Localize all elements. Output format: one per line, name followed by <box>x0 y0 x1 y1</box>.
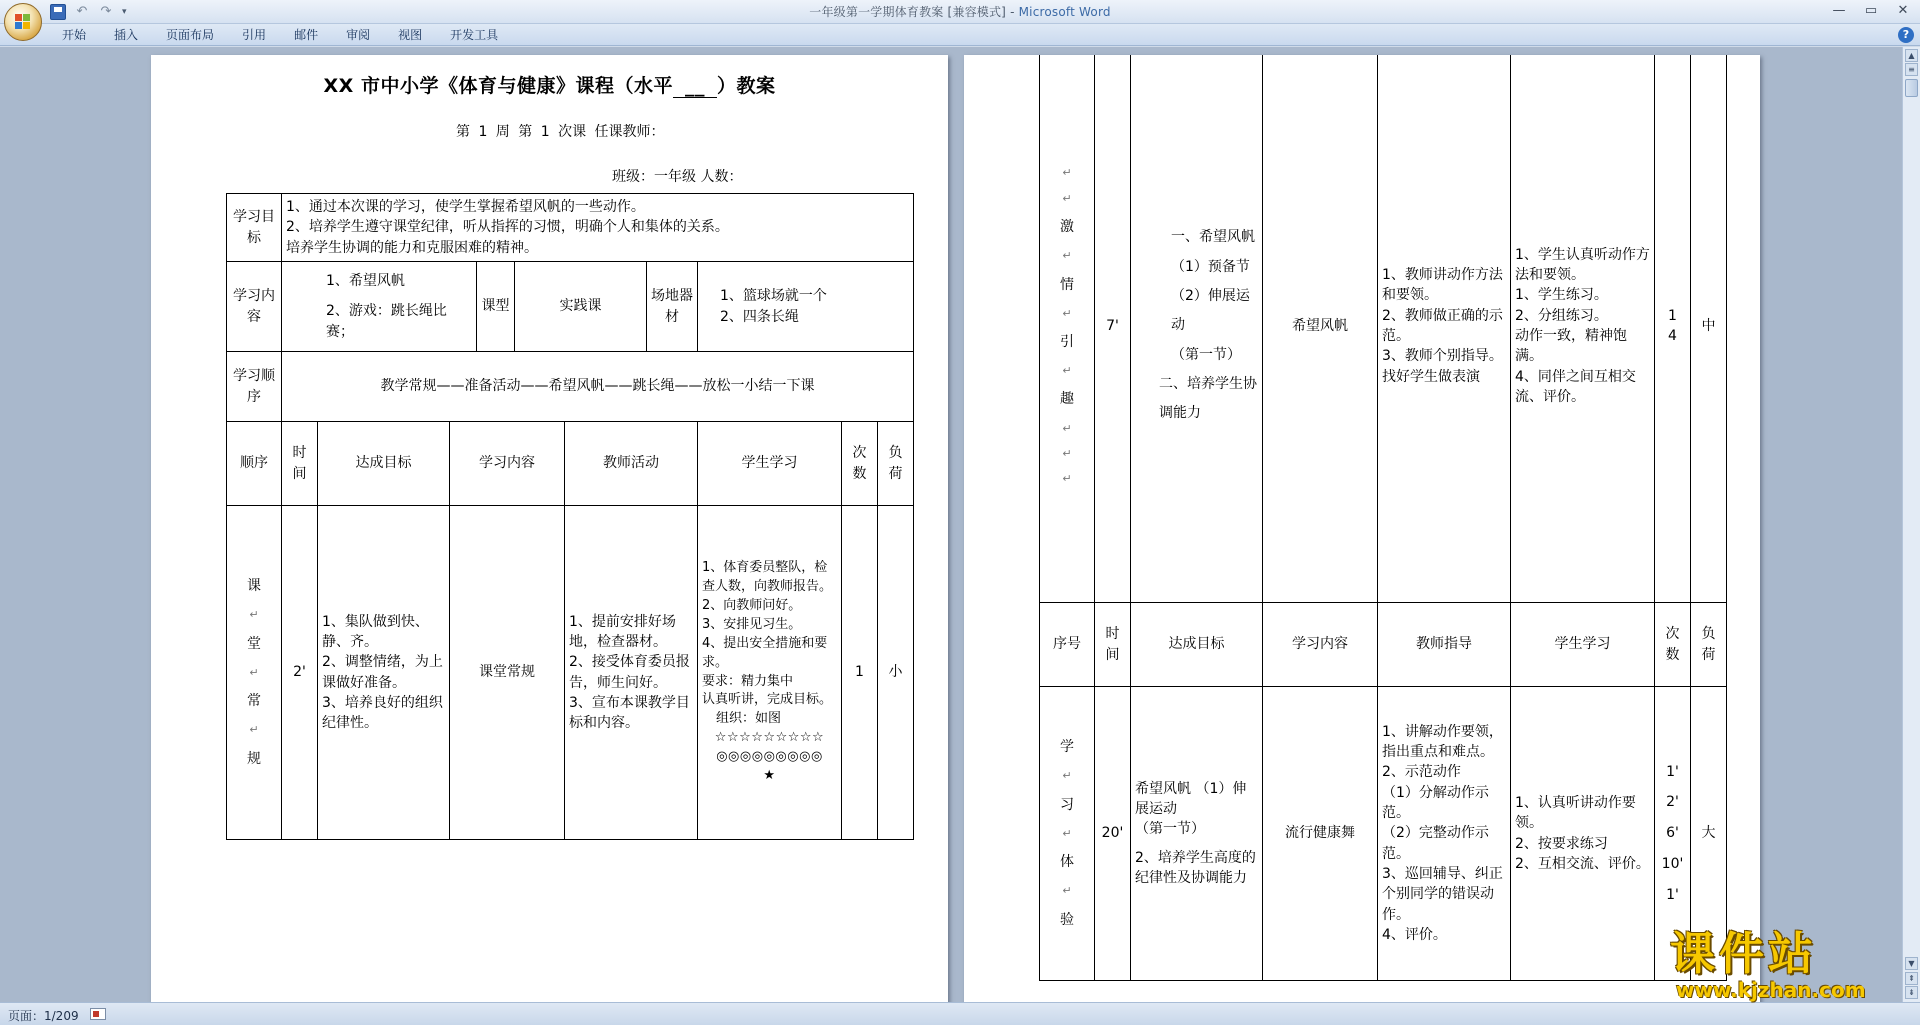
col-header: 顺序 <box>227 422 282 506</box>
title-prefix: XX 市中小学《体育与健康》课程（水平 <box>323 75 673 97</box>
col-header: 负荷 <box>1691 603 1727 687</box>
formation-circles: ◎◎◎◎◎◎◎◎◎ <box>716 748 823 764</box>
time-cell: 20' <box>1095 687 1131 981</box>
watermark-logo <box>1670 928 1902 1002</box>
maximize-button[interactable]: ▭ <box>1864 3 1878 18</box>
content-cell: 课堂常规 <box>450 506 565 840</box>
teacher-item: 1、教师讲动作方法和要领。 <box>1382 267 1503 304</box>
load-cell: 小 <box>878 506 914 840</box>
goal-item: （2）伸展运动 <box>1171 287 1250 334</box>
teacher-item: 找好学生做表演 <box>1382 368 1480 385</box>
count-cell: 1 <box>842 506 878 840</box>
page-indicator[interactable]: 页面：1/209 <box>8 1009 79 1023</box>
tab-page-layout[interactable]: 页面布局 <box>166 28 215 42</box>
teacher-cell <box>1378 55 1511 603</box>
venue-item: 2、四条长绳 <box>720 308 799 325</box>
student-item: 4、同伴之间互相交流、评价。 <box>1515 368 1636 405</box>
content-label: 学习内容 <box>227 262 282 352</box>
tab-mailings[interactable]: 邮件 <box>294 28 319 42</box>
app-name: Microsoft Word <box>1018 5 1111 19</box>
col-header: 教师活动 <box>565 422 698 506</box>
count-cell <box>1655 55 1691 603</box>
goal-item: （第一节） <box>1171 346 1241 363</box>
goal-item: 1、通过本次课的学习，使学生掌握希望风帆的一些动作。 <box>286 199 645 216</box>
next-page-icon[interactable]: ⇟ <box>1905 986 1918 999</box>
student-cell <box>1511 687 1655 981</box>
student-cell <box>698 506 842 840</box>
goals-cell <box>318 506 450 840</box>
student-item: 动作一致，精神饱满。 <box>1515 328 1627 365</box>
student-item: 组织：如图 <box>716 711 782 727</box>
goal-item: 2、调整情绪，为上课做好准备。 <box>322 654 443 691</box>
load-cell: 大 <box>1691 687 1727 981</box>
stage-char: 体 <box>1060 854 1074 871</box>
stage-char: 堂 <box>247 635 261 652</box>
ruler-toggle-icon[interactable]: ≡ <box>1905 63 1918 76</box>
customize-toolbar-icon[interactable]: ▾ <box>122 7 127 17</box>
teacher-item: 1、提前安排好场地，检查器材。 <box>569 613 676 650</box>
teacher-item: 1、讲解动作要领，指出重点和难点。 <box>1382 723 1503 761</box>
window-controls <box>1828 2 1914 20</box>
col-header: 时间 <box>282 422 318 506</box>
teacher-item: 4、评价。 <box>1382 926 1447 943</box>
stage-cell: ↵ ↵ 激 ↵ 情 ↵ 引 ↵ 趣 ↵ ↵ ↵ <box>1040 55 1095 603</box>
goal-item: 1、集队做到快、静、齐。 <box>322 613 429 650</box>
teacher-item: 2、接受体育委员报告，师生问好。 <box>569 654 690 691</box>
stage-cell: 学 ↵ 习 ↵ 体 ↵ 验 <box>1040 687 1095 981</box>
redo-icon[interactable]: ↷ <box>100 4 112 19</box>
stage-char: 激 <box>1060 219 1074 236</box>
order-value: 教学常规——准备活动——希望风帆——跳长绳——放松一小结一下课 <box>282 352 914 422</box>
student-item: 2、互相交流、评价。 <box>1515 855 1650 872</box>
title-suffix: ）教案 <box>716 75 776 97</box>
goal-item: 2、培养学生遵守课堂纪律，听从指挥的习惯，明确个人和集体的关系。 <box>286 219 729 236</box>
help-icon[interactable]: ? <box>1898 27 1914 43</box>
tab-view[interactable]: 视图 <box>398 28 423 42</box>
office-button[interactable] <box>4 3 42 41</box>
student-item: 要求：精力集中 <box>702 673 794 689</box>
count-value: 6' <box>1666 825 1679 842</box>
student-cell <box>1511 55 1655 603</box>
content-item: 1、希望风帆 <box>326 273 405 290</box>
time-cell: 7' <box>1095 55 1131 603</box>
watermark-text: 课件站 <box>1670 927 1818 980</box>
stage-cell: 课 ↵ 堂 ↵ 常 ↵ 规 <box>227 506 282 840</box>
count-value: 1' <box>1666 886 1679 903</box>
lesson-table-top <box>226 193 914 422</box>
stage-char: 引 <box>1060 334 1074 350</box>
student-item: 3、安排见习生。 <box>702 616 802 632</box>
count-value: 1 <box>1668 307 1677 324</box>
class-count-line: 班级：一年级 人数： <box>612 169 743 185</box>
student-item: 1、体育委员整队，检查人数，向教师报告。 <box>702 560 833 595</box>
col-header: 时间 <box>1095 603 1131 687</box>
teacher-cell <box>1378 687 1511 981</box>
col-header: 教师指导 <box>1378 603 1511 687</box>
scroll-down-icon[interactable]: ▼ <box>1905 957 1918 970</box>
page-1 <box>151 55 948 1002</box>
stage-char: 趣 <box>1060 391 1074 408</box>
col-header: 负荷 <box>878 422 914 506</box>
ribbon-tabs <box>48 24 512 46</box>
proofing-icon[interactable] <box>90 1008 106 1020</box>
goal-item: 二、培养学生协调能力 <box>1159 376 1257 422</box>
col-header: 学生学习 <box>1511 603 1655 687</box>
student-item: 认真听讲，完成目标。 <box>702 692 833 708</box>
col-header: 序号 <box>1040 603 1095 687</box>
goals-cell <box>282 194 914 262</box>
stage-char: 常 <box>247 693 261 710</box>
lesson-table-continued <box>1039 55 1727 981</box>
prev-page-icon[interactable]: ⇞ <box>1905 972 1918 985</box>
venue-cell <box>698 262 914 352</box>
goals-label: 学习目标 <box>227 194 282 262</box>
col-header: 学习内容 <box>450 422 565 506</box>
scrollbar-thumb[interactable] <box>1905 79 1918 97</box>
content-cell: 希望风帆 <box>1263 55 1378 603</box>
lesson-plan-title <box>151 71 948 98</box>
goal-item: 希望风帆 （1）伸展运动 <box>1135 780 1247 818</box>
type-label: 课型 <box>477 262 515 352</box>
goal-item: 一、希望风帆 <box>1171 229 1255 246</box>
table-row <box>227 506 914 840</box>
count-value: 2' <box>1666 794 1679 811</box>
office-logo-icon <box>15 14 31 30</box>
student-item: 1、认真听讲动作要领。 <box>1515 794 1636 832</box>
student-item: 2、向教师问好。 <box>702 598 802 614</box>
document-title: 一年级第一学期体育教案 [兼容模式] - <box>809 5 1019 19</box>
col-header: 次数 <box>1655 603 1691 687</box>
order-label: 学习顺序 <box>227 352 282 422</box>
week-lesson-teacher-line: 第 1 周 第 1 次课 任课教师： <box>456 124 665 140</box>
col-header: 次数 <box>842 422 878 506</box>
student-item: 2、分组练习。 <box>1515 307 1608 324</box>
col-header: 学生学习 <box>698 422 842 506</box>
col-header: 达成目标 <box>1131 603 1263 687</box>
student-item: 1、学生认真听动作方法和要领。 <box>1515 246 1650 284</box>
student-item: 4、提出安全措施和要求。 <box>702 635 828 670</box>
minimize-button[interactable]: — <box>1832 3 1846 18</box>
stage-char: 习 <box>1060 796 1074 813</box>
goal-item: （第一节） <box>1135 821 1205 838</box>
stage-char: 验 <box>1060 911 1074 928</box>
formation-stars: ☆☆☆☆☆☆☆☆☆ <box>714 730 825 746</box>
student-item: 2、按要求练习 <box>1515 835 1608 852</box>
title-bar <box>0 0 1920 24</box>
tab-home[interactable]: 开始 <box>62 28 87 42</box>
table-row <box>1040 55 1727 603</box>
lesson-table-main <box>226 421 914 840</box>
level-blank: __ <box>673 75 717 98</box>
tab-developer[interactable]: 开发工具 <box>450 28 499 42</box>
stage-char: 规 <box>247 750 261 767</box>
teacher-item: 3、宣布本课教学目标和内容。 <box>569 694 690 732</box>
page-2 <box>964 55 1760 1002</box>
stage-char: 情 <box>1060 276 1074 293</box>
undo-icon[interactable]: ↶ <box>76 4 88 19</box>
teacher-item: （1）分解动作示范。 <box>1382 784 1489 822</box>
tab-insert[interactable]: 插入 <box>114 28 139 42</box>
count-value: 1' <box>1666 763 1679 780</box>
stage-char: 课 <box>247 578 261 595</box>
teacher-item: （2）完整动作示范。 <box>1382 825 1489 862</box>
teacher-item: 2、教师做正确的示范。 <box>1382 307 1503 344</box>
tab-references[interactable]: 引用 <box>242 28 267 42</box>
student-item: 1、学生练习。 <box>1515 287 1608 304</box>
teacher-item: 3、教师个别指导。 <box>1382 348 1503 365</box>
status-bar <box>0 1002 1920 1025</box>
teacher-cell <box>565 506 698 840</box>
content-cell: 流行健康舞 <box>1263 687 1378 981</box>
scroll-up-icon[interactable]: ▲ <box>1905 49 1918 62</box>
col-header: 达成目标 <box>318 422 450 506</box>
table-row <box>1040 687 1727 981</box>
content-cell <box>282 262 477 352</box>
tab-review[interactable]: 审阅 <box>346 28 371 42</box>
type-value: 实践课 <box>515 262 647 352</box>
teacher-item: 3、巡回辅导、纠正个别同学的错误动作。 <box>1382 865 1503 923</box>
teacher-item: 2、示范动作 <box>1382 764 1461 781</box>
vertical-scrollbar[interactable] <box>1902 47 1920 1002</box>
col-header: 学习内容 <box>1263 603 1378 687</box>
document-area <box>0 47 1902 1002</box>
close-button[interactable]: ✕ <box>1897 3 1909 18</box>
goal-item: 培养学生协调的能力和克服困难的精神。 <box>286 239 538 256</box>
load-cell: 中 <box>1691 55 1727 603</box>
goals-cell <box>1131 55 1263 603</box>
venue-item: 1、篮球场就一个 <box>720 288 827 305</box>
time-cell: 2' <box>282 506 318 840</box>
window-title <box>0 3 1920 20</box>
goal-item: （1）预备节 <box>1171 258 1250 275</box>
goal-item: 3、培养良好的组织纪律性。 <box>322 694 443 732</box>
goals-cell <box>1131 687 1263 981</box>
goal-item: 2、培养学生高度的纪律性及协调能力 <box>1135 849 1256 886</box>
venue-label: 场地器材 <box>647 262 698 352</box>
content-item: 2、游戏：跳长绳比赛； <box>326 303 447 340</box>
count-value: 10' <box>1661 855 1684 872</box>
watermark-url: www.kjzhan.com <box>1676 978 1866 1002</box>
stage-char: 学 <box>1060 739 1074 756</box>
ribbon <box>0 24 1920 46</box>
teacher-star-icon: ★ <box>763 767 776 783</box>
count-value: 4 <box>1668 328 1677 344</box>
